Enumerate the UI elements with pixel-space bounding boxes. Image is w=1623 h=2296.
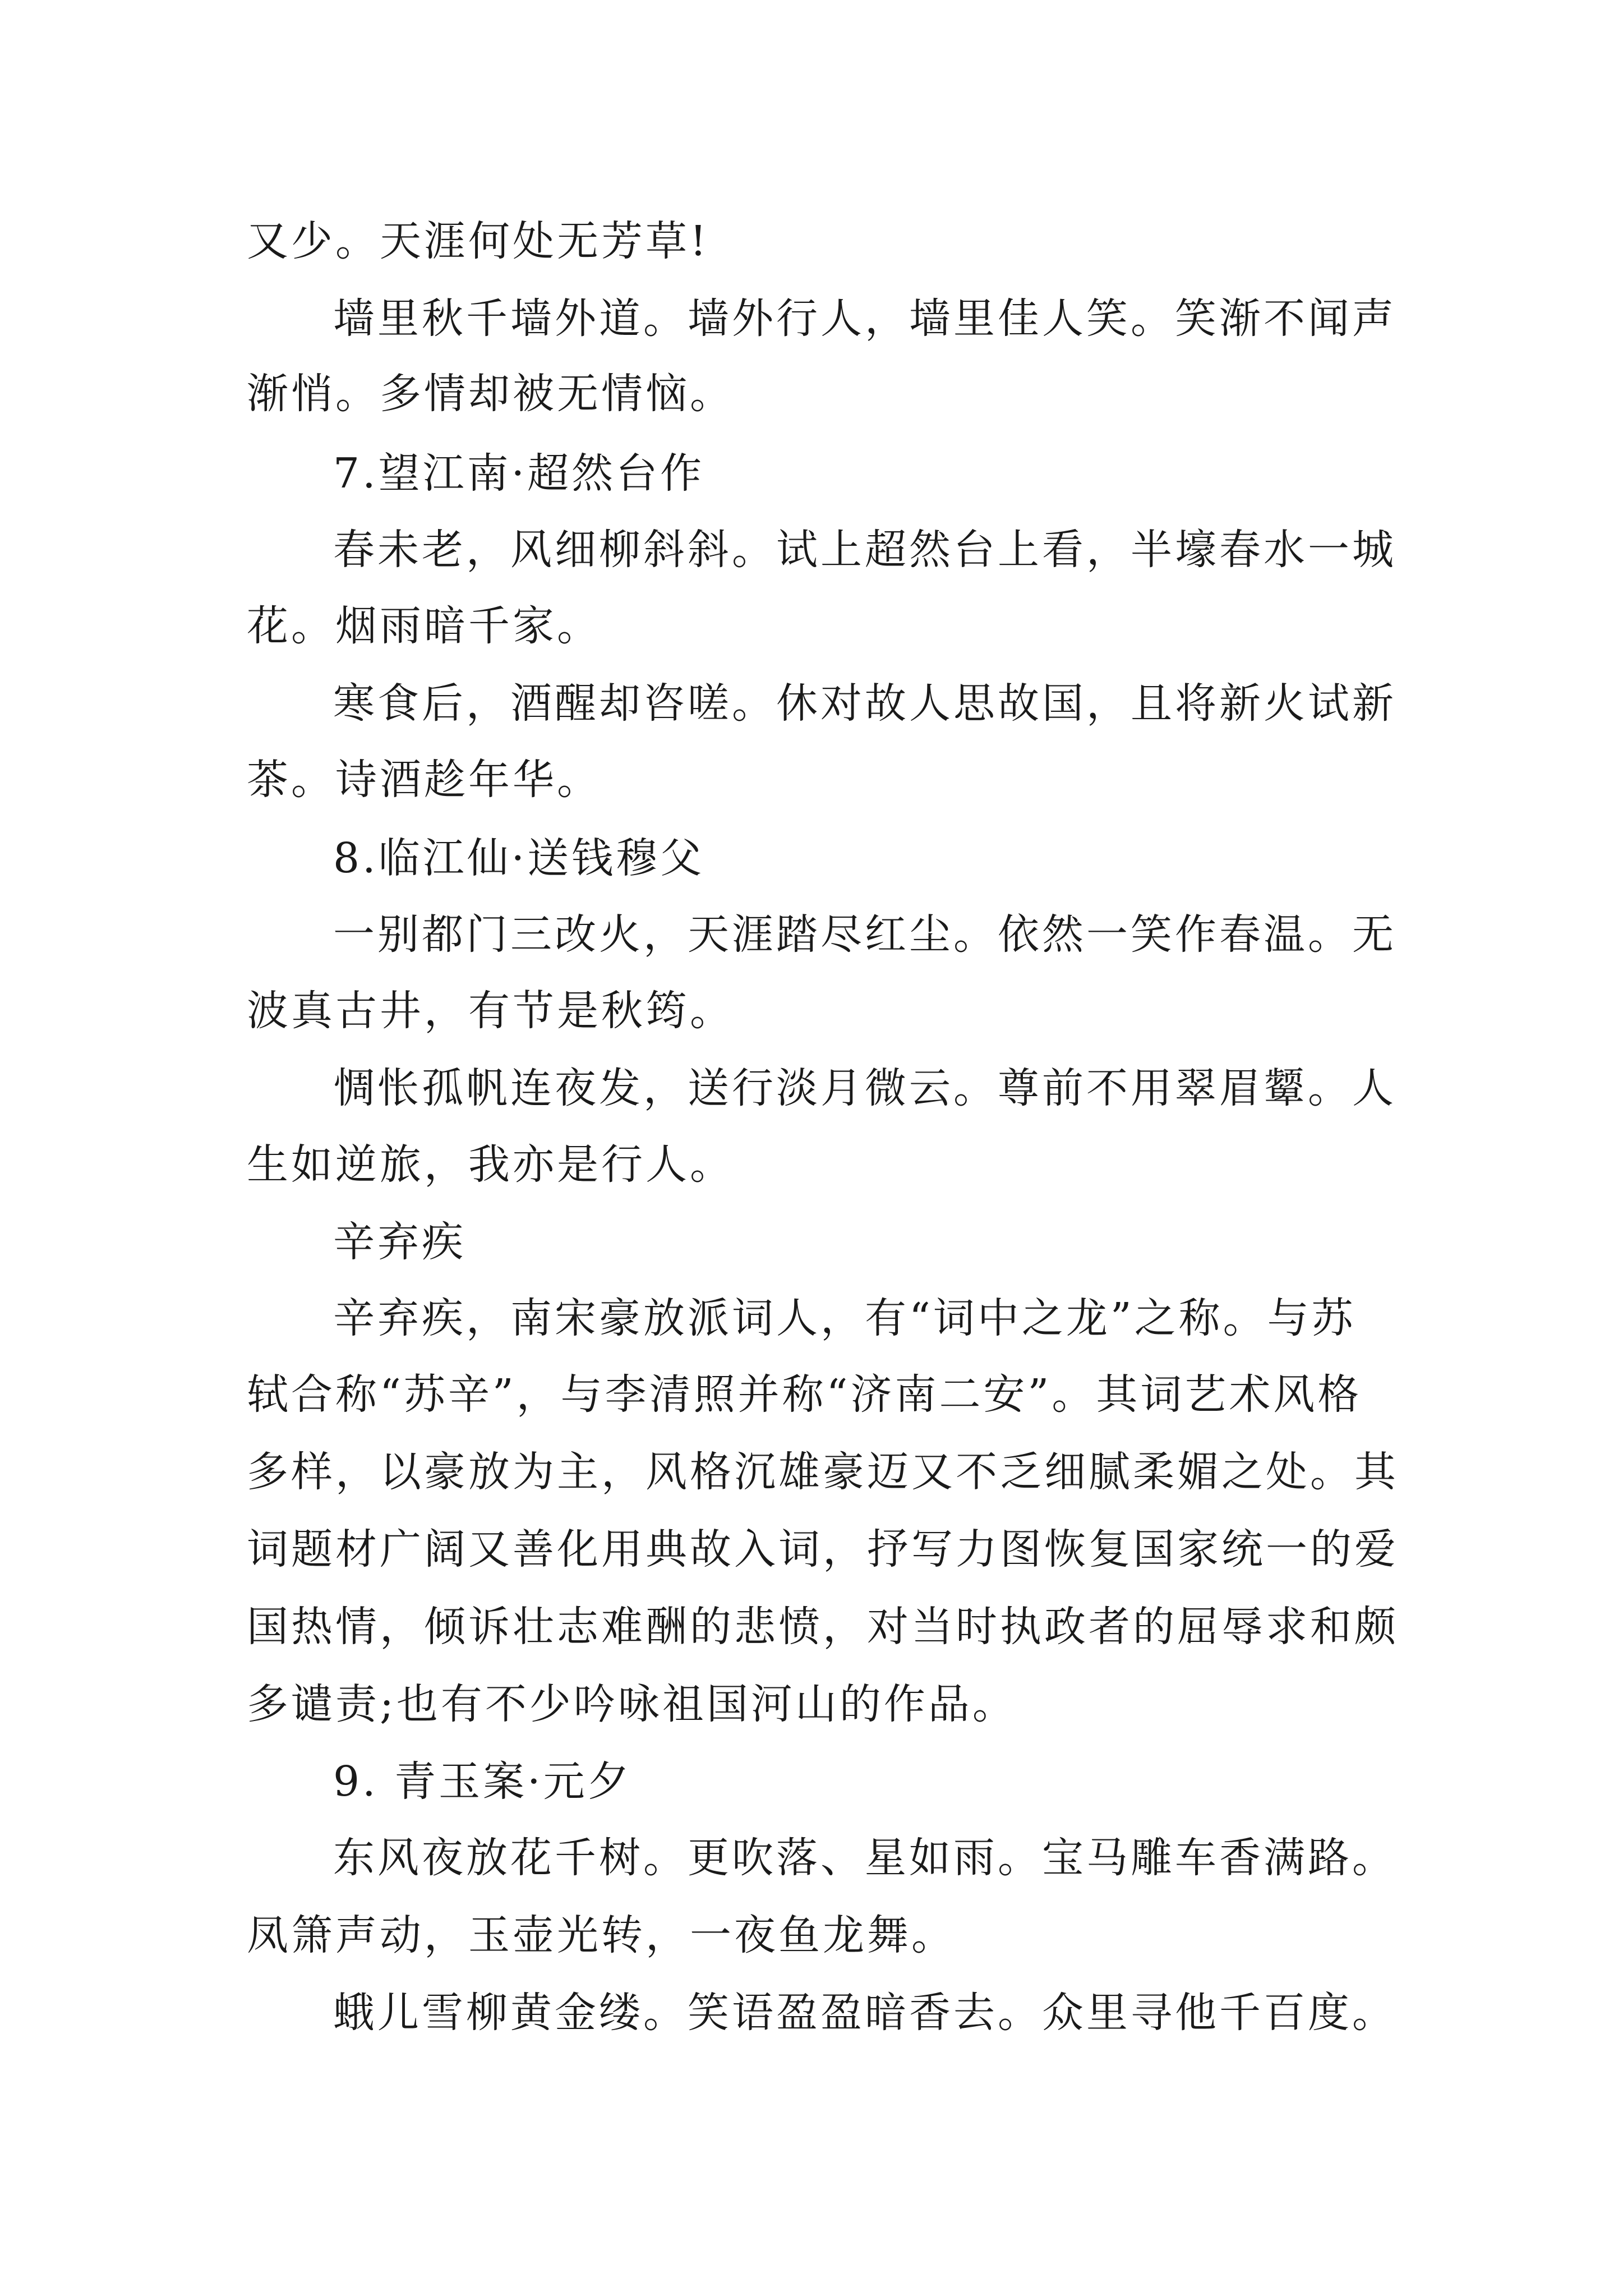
- text-line: 茶。诗酒趁年华。: [247, 756, 601, 804]
- section-heading: 8.临江仙·送钱穆父: [333, 834, 705, 882]
- text-line: 墙里秋千墙外道。墙外行人，墙里佳人笑。笑渐不闻声: [333, 295, 1396, 343]
- text-line: 东风夜放花千树。更吹落、星如雨。宝马雕车香满路。: [333, 1834, 1396, 1882]
- text-line: 国热情，倾诉壮志难酬的悲愤，对当时执政者的屈辱求和颇: [247, 1603, 1399, 1651]
- text-line: 词题材广阔又善化用典故入词，抒写力图恢复国家统一的爱: [247, 1525, 1399, 1573]
- section-heading: 9. 青玉案·元夕: [333, 1757, 632, 1806]
- section-heading: 辛弃疾: [333, 1218, 466, 1266]
- text-line: 寒食后，酒醒却咨嗟。休对故人思故国，且将新火试新: [333, 679, 1396, 728]
- text-line: 辛弃疾，南宋豪放派词人，有“词中之龙”之称。与苏: [333, 1294, 1356, 1342]
- text-line: 轼合称“苏辛”，与李清照并称“济南二安”。其词艺术风格: [247, 1370, 1362, 1419]
- text-line: 渐悄。多情却被无情恼。: [247, 370, 734, 418]
- text-line: 生如逆旅，我亦是行人。: [247, 1140, 734, 1189]
- text-line: 蛾儿雪柳黄金缕。笑语盈盈暗香去。众里寻他千百度。: [333, 1989, 1396, 2037]
- text-line: 多样，以豪放为主，风格沉雄豪迈又不乏细腻柔媚之处。其: [247, 1448, 1399, 1496]
- text-line: 惆怅孤帆连夜发，送行淡月微云。尊前不用翠眉颦。人: [333, 1064, 1396, 1112]
- text-line: 春未老，风细柳斜斜。试上超然台上看，半壕春水一城: [333, 526, 1396, 574]
- text-line: 多谴责;也有不少吟咏祖国河山的作品。: [247, 1680, 1017, 1728]
- section-heading: 7.望江南·超然台作: [333, 449, 705, 498]
- text-line: 波真古井，有节是秋筠。: [247, 987, 734, 1035]
- text-line: 又少。天涯何处无芳草!: [247, 217, 709, 265]
- text-line: 凤箫声动，玉壶光转，一夜鱼龙舞。: [247, 1911, 956, 1959]
- text-line: 花。烟雨暗千家。: [247, 602, 601, 650]
- text-line: 一别都门三改火，天涯踏尽红尘。依然一笑作春温。无: [333, 910, 1396, 959]
